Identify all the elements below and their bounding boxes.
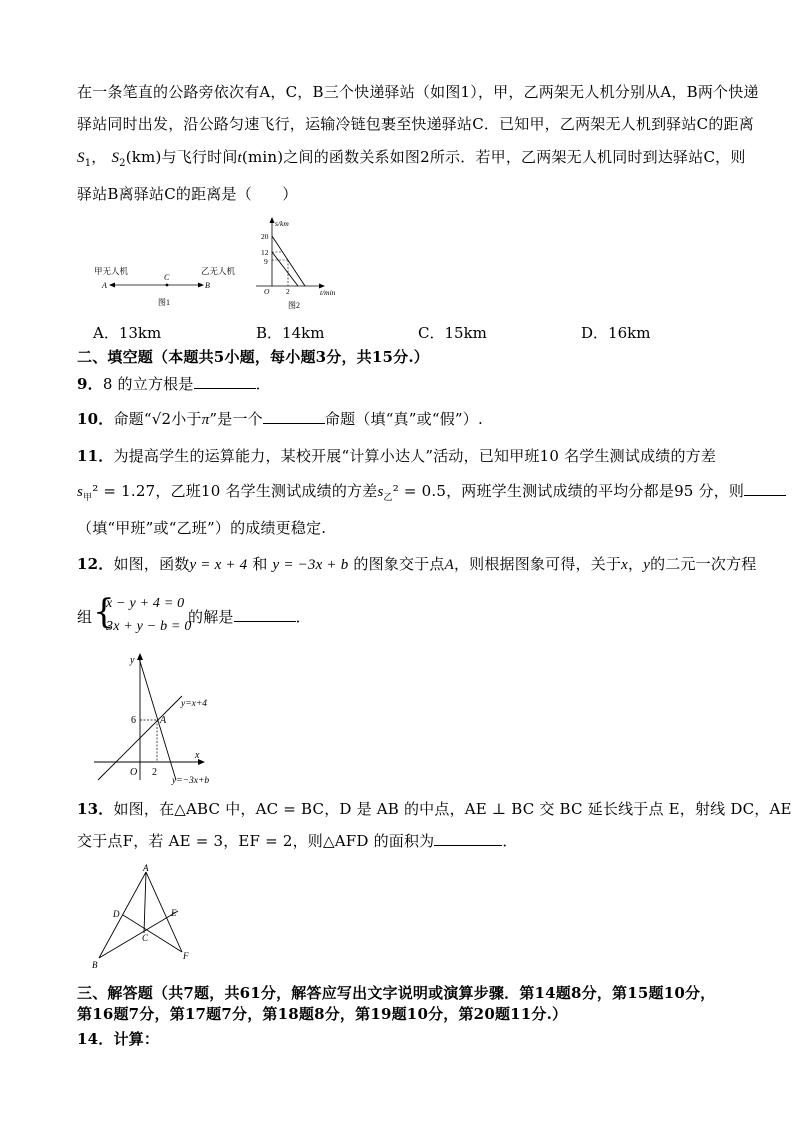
q11-line2: $s_甲^2 = 1.27$，乙班10 名学生测试成绩的方差$s_乙^2 = 0.5$，两班学生测试成绩的平均分都是95 分，则 <box>77 481 786 508</box>
graph-label-l2: y=−3x+b <box>172 776 210 786</box>
section3-heading-line1: 三、解答题（共7题，共61分，解答应写出文字说明或演算步骤．第14题8分，第15题10分， <box>77 984 716 1002</box>
fig2-y9: 9 <box>264 257 268 266</box>
fig2-xlabel: t/min <box>320 288 336 297</box>
q12-line2-label: 组 <box>77 608 93 626</box>
fig1-B: B <box>205 281 210 290</box>
option-b[interactable]: B．14km <box>256 324 325 342</box>
fig1-yi-label: 乙无人机 <box>201 266 236 276</box>
q11-line3: （填“甲班”或“乙班”）的成绩更稳定. <box>77 519 327 537</box>
q10-answer-blank[interactable] <box>263 409 325 424</box>
fig2-line-s1 <box>272 236 305 286</box>
graph-y-label: y <box>130 655 135 666</box>
q8-line1: 在一条笔直的公路旁依次有A，C，B三个快递驿站（如图1），甲，乙两架无人机分别从A，B两个快递 <box>77 83 759 101</box>
option-d[interactable]: D．16km <box>581 324 651 342</box>
fig1-caption: 图1 <box>158 298 170 307</box>
section3-heading-line2: 第16题7分，第17题7分，第18题8分，第19题10分，第20题11分.） <box>77 1005 568 1023</box>
fig2-caption: 图2 <box>288 301 300 310</box>
q9: 9．8 的立方根是 ． <box>77 375 271 393</box>
fig2-ylabel: s/km <box>275 219 289 228</box>
q8-line3: $S_1$， $S_2(km)$与飞行时间t(min)之间的函数关系如图2所示．若甲，乙两架无人机同时到达驿站C，则 <box>77 148 746 169</box>
q13-line2: 交于点F，若 AE = 3，EF = 2，则△AFD 的面积为 ． <box>77 832 518 850</box>
q14: 14．计算： <box>77 1030 160 1048</box>
q12-line2-tail: 的解是 ． <box>188 608 311 626</box>
fig1-C: C <box>164 273 170 282</box>
option-c[interactable]: C．15km <box>418 324 487 342</box>
q8-line2: 驿站同时出发，沿公路匀速飞行，运输冷链包裹至快递驿站C．已知甲，乙两架无人机到驿站C的距离 <box>77 115 754 133</box>
fig13-B: B <box>92 960 98 970</box>
figure-2 <box>248 214 348 310</box>
q12-graph <box>90 650 230 790</box>
fig1-A: A <box>102 281 107 290</box>
fig13-F: F <box>183 951 189 961</box>
fig2-x2: 2 <box>286 287 290 296</box>
q12-line1: 12．如图，函数y = x + 4 和 y = −3x + b 的图象交于点A，则根据图象可得，关于x，y的二元一次方程 <box>77 555 757 573</box>
fig2-y20: 20 <box>261 232 269 241</box>
fig13-E: E <box>171 908 177 918</box>
q13-line1: 13．如图，在△ABC 中，AC = BC，D 是 AB 的中点，AE ⊥ BC 交 BC 延长线于点 E，射线 DC，AE <box>77 800 792 818</box>
fig2-y12: 12 <box>261 248 269 257</box>
fig13-D: D <box>113 909 120 919</box>
q12-answer-blank[interactable] <box>234 607 296 622</box>
option-a[interactable]: A．13km <box>93 324 162 342</box>
graph-y6: 6 <box>131 715 136 726</box>
graph-x-label: x <box>195 750 200 761</box>
q12-eq1: x − y + 4 = 0 <box>106 596 185 611</box>
q12-eq2: 3x + y − b = 0 <box>106 619 192 634</box>
q10: 10．命题“√2小于π”是一个 命题（填“真”或“假”）. <box>77 410 483 428</box>
section2-heading: 二、填空题（本题共5小题，每小题3分，共15分.） <box>77 348 429 366</box>
fig1-jia-label: 甲无人机 <box>94 266 129 276</box>
fig2-origin: O <box>264 287 270 296</box>
graph-point-A: A <box>160 715 167 726</box>
figure-1 <box>88 258 248 310</box>
q13-figure <box>86 862 206 972</box>
q11-line1: 11．为提高学生的运算能力，某校开展“计算小达人”活动，已知甲班10 名学生测试成绩的方差 <box>77 447 717 465</box>
graph-origin: O <box>130 767 138 778</box>
q8-line4: 驿站B离驿站C的距离是（ ） <box>77 185 298 203</box>
fig13-A: A <box>143 863 149 873</box>
q11-answer-blank[interactable] <box>744 481 786 496</box>
q9-answer-blank[interactable] <box>194 374 256 389</box>
graph-label-l1: y=x+4 <box>181 699 208 709</box>
fig13-C: C <box>142 933 149 943</box>
q12-brace: { <box>93 592 115 632</box>
graph-x2: 2 <box>152 767 157 778</box>
q13-answer-blank[interactable] <box>434 831 502 846</box>
